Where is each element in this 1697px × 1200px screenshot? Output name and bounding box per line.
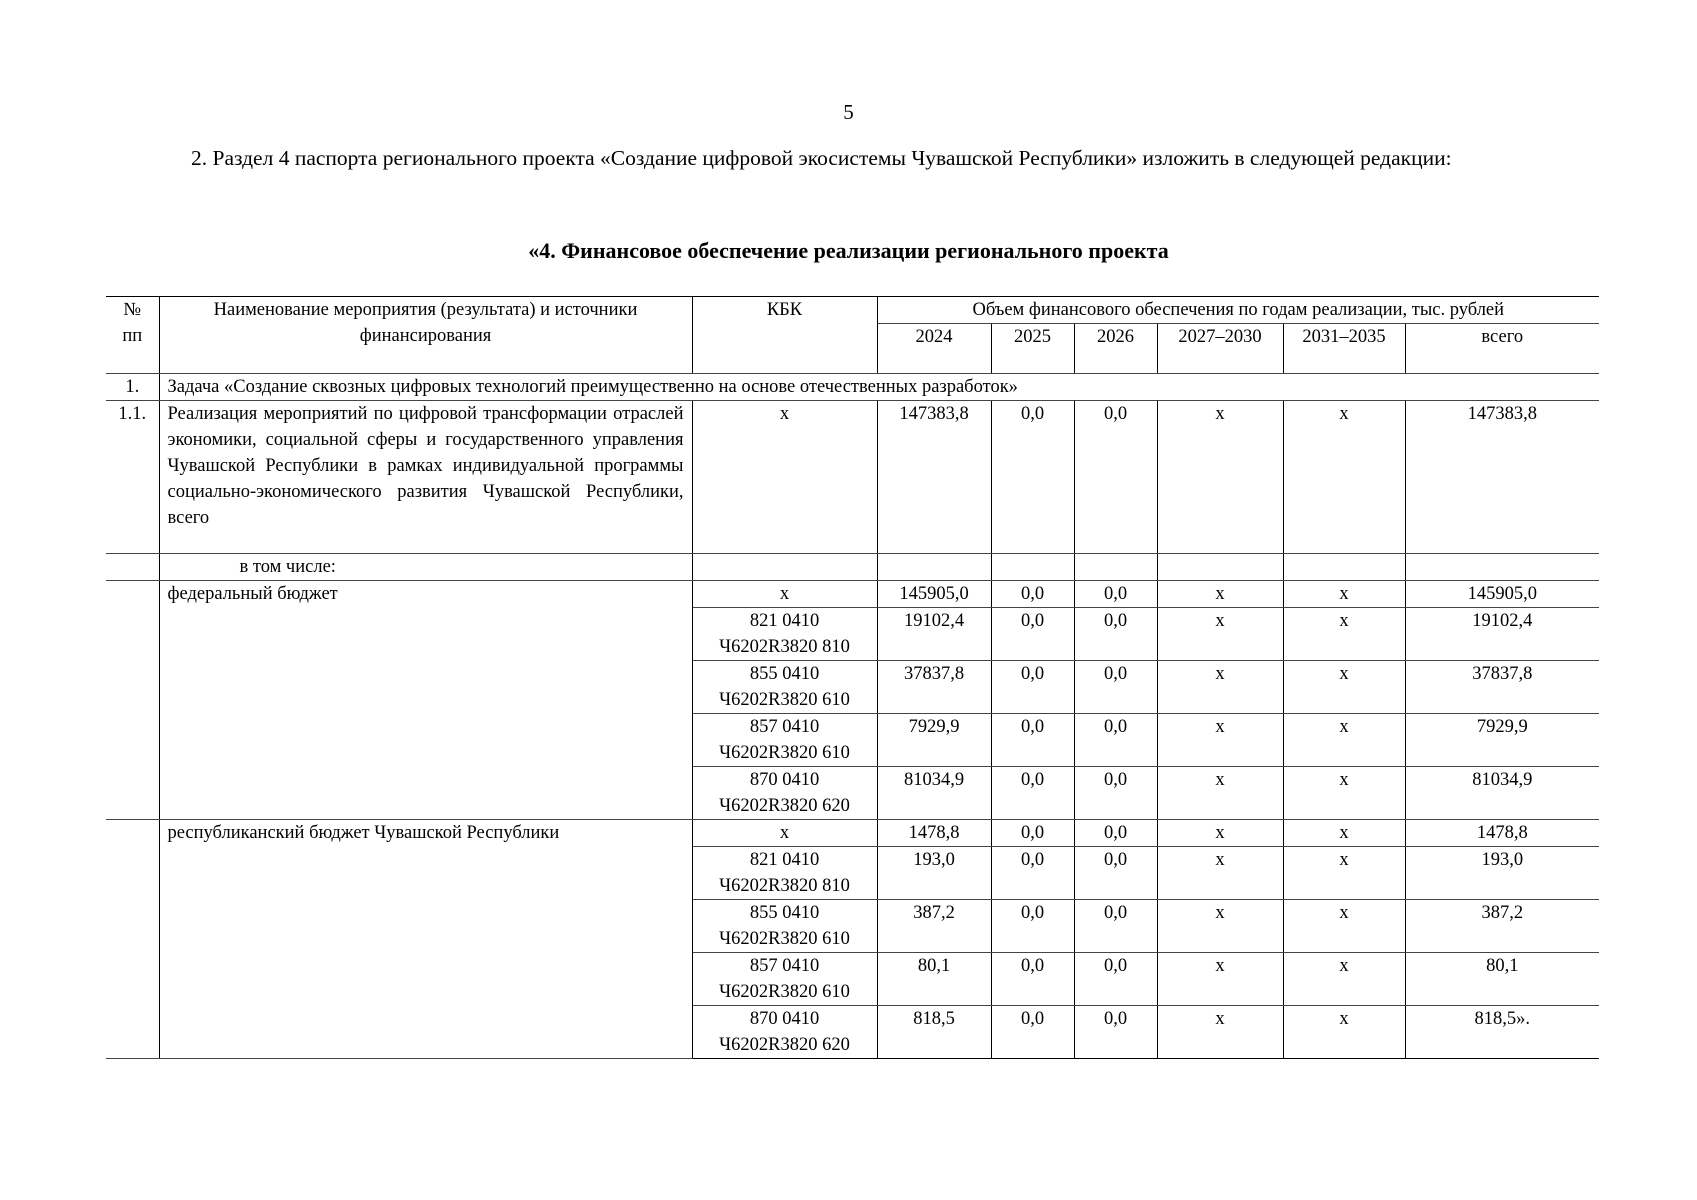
year-value: 0,0 [1074, 847, 1157, 900]
empty-cell [106, 554, 159, 581]
empty-cell [1405, 554, 1599, 581]
year-value: х [1283, 900, 1405, 953]
year-value: 193,0 [877, 847, 991, 900]
kbk-code: 857 0410 Ч6202R3820 610 [692, 714, 877, 767]
year-value: х [1157, 820, 1283, 847]
year-value: 80,1 [877, 953, 991, 1006]
item-value: 147383,8 [877, 401, 991, 554]
year-value: 81034,9 [877, 767, 991, 820]
year-value: х [1157, 767, 1283, 820]
year-value: х [1157, 661, 1283, 714]
total-value: 81034,9 [1405, 767, 1599, 820]
empty-cell [106, 820, 159, 1059]
total-value: 1478,8 [1405, 820, 1599, 847]
year-value: 387,2 [877, 900, 991, 953]
year-value: 0,0 [1074, 820, 1157, 847]
header-total: всего [1405, 324, 1599, 374]
item-value: 147383,8 [1405, 401, 1599, 554]
year-value: 818,5 [877, 1006, 991, 1059]
year-value: х [1283, 608, 1405, 661]
kbk-code: 857 0410 Ч6202R3820 610 [692, 953, 877, 1006]
task-row [106, 374, 1599, 401]
item-num: 1.1. [106, 401, 159, 554]
year-value: х [1283, 1006, 1405, 1059]
year-value: 0,0 [1074, 581, 1157, 608]
header-kbk: КБК [692, 297, 877, 374]
year-value: 37837,8 [877, 661, 991, 714]
item-text: Реализация мероприятий по цифровой трансформации отраслей экономики, социальной сферы и государственного управления Чувашской Республики в рамках индивидуальной программы социально-экономического развития Чувашской Республики, всего [159, 401, 692, 554]
year-value: х [1283, 714, 1405, 767]
kbk-code: 870 0410 Ч6202R3820 620 [692, 767, 877, 820]
kbk-code: 870 0410 Ч6202R3820 620 [692, 1006, 877, 1059]
header-year: 2025 [991, 324, 1074, 374]
year-value: х [1283, 661, 1405, 714]
year-value: х [1157, 900, 1283, 953]
year-value: х [1157, 714, 1283, 767]
year-value: х [1157, 581, 1283, 608]
kbk-code: 821 0410 Ч6202R3820 810 [692, 847, 877, 900]
kbk-code: х [692, 820, 877, 847]
table-header-row [106, 297, 1599, 324]
kbk-code: 855 0410 Ч6202R3820 610 [692, 900, 877, 953]
total-value: 37837,8 [1405, 661, 1599, 714]
intro-paragraph: 2. Раздел 4 паспорта регионального проекта «Создание цифровой экосистемы Чувашской Республики» изложить в следующей редакции: [191, 146, 1452, 170]
financing-table [106, 296, 1599, 1059]
year-value: 0,0 [991, 900, 1074, 953]
year-value: 0,0 [991, 1006, 1074, 1059]
funding-row [106, 581, 1599, 608]
item-value: 0,0 [1074, 401, 1157, 554]
year-value: 0,0 [1074, 953, 1157, 1006]
task-num: 1. [106, 374, 159, 401]
total-value: 145905,0 [1405, 581, 1599, 608]
header-year: 2027–2030 [1157, 324, 1283, 374]
year-value: 19102,4 [877, 608, 991, 661]
empty-cell [877, 554, 991, 581]
year-value: 0,0 [1074, 714, 1157, 767]
year-value: х [1157, 953, 1283, 1006]
item-value: 0,0 [991, 401, 1074, 554]
item-row [106, 401, 1599, 554]
total-value: 80,1 [1405, 953, 1599, 1006]
year-value: х [1157, 847, 1283, 900]
empty-cell [991, 554, 1074, 581]
year-value: 145905,0 [877, 581, 991, 608]
year-value: 0,0 [1074, 1006, 1157, 1059]
header-num: № пп [106, 297, 159, 374]
year-value: 0,0 [1074, 767, 1157, 820]
year-value: 0,0 [1074, 661, 1157, 714]
year-value: 1478,8 [877, 820, 991, 847]
year-value: 0,0 [991, 714, 1074, 767]
kbk-code: 855 0410 Ч6202R3820 610 [692, 661, 877, 714]
header-name: Наименование мероприятия (результата) и источники финансирования [159, 297, 692, 374]
header-year: 2031–2035 [1283, 324, 1405, 374]
funding-source-name: федеральный бюджет [159, 581, 692, 820]
year-value: х [1283, 820, 1405, 847]
page-number: 5 [843, 100, 854, 124]
year-value: х [1283, 581, 1405, 608]
year-value: х [1157, 1006, 1283, 1059]
item-kbk: х [692, 401, 877, 554]
total-value: 193,0 [1405, 847, 1599, 900]
year-value: 7929,9 [877, 714, 991, 767]
year-value: 0,0 [991, 661, 1074, 714]
header-volume: Объем финансового обеспечения по годам реализации, тыс. рублей [877, 297, 1599, 324]
empty-cell [1283, 554, 1405, 581]
year-value: 0,0 [1074, 900, 1157, 953]
kbk-code: 821 0410 Ч6202R3820 810 [692, 608, 877, 661]
year-value: х [1283, 847, 1405, 900]
total-value: 19102,4 [1405, 608, 1599, 661]
empty-cell [1157, 554, 1283, 581]
including-label: в том числе: [159, 554, 692, 581]
including-row [106, 554, 1599, 581]
funding-row [106, 820, 1599, 847]
year-value: 0,0 [1074, 608, 1157, 661]
header-year: 2026 [1074, 324, 1157, 374]
year-value: 0,0 [991, 953, 1074, 1006]
year-value: х [1283, 953, 1405, 1006]
year-value: 0,0 [991, 608, 1074, 661]
year-value: 0,0 [991, 767, 1074, 820]
funding-source-name: республиканский бюджет Чувашской Республики [159, 820, 692, 1059]
item-value: х [1157, 401, 1283, 554]
year-value: 0,0 [991, 820, 1074, 847]
kbk-code: х [692, 581, 877, 608]
total-value: 7929,9 [1405, 714, 1599, 767]
header-year: 2024 [877, 324, 991, 374]
year-value: х [1157, 608, 1283, 661]
section-heading: «4. Финансовое обеспечение реализации регионального проекта [528, 238, 1169, 263]
task-text: Задача «Создание сквозных цифровых технологий преимущественно на основе отечественных разработок» [159, 374, 1599, 401]
empty-cell [106, 581, 159, 820]
empty-cell [692, 554, 877, 581]
total-value: 387,2 [1405, 900, 1599, 953]
year-value: 0,0 [991, 847, 1074, 900]
item-value: х [1283, 401, 1405, 554]
empty-cell [1074, 554, 1157, 581]
year-value: х [1283, 767, 1405, 820]
year-value: 0,0 [991, 581, 1074, 608]
total-value: 818,5». [1405, 1006, 1599, 1059]
